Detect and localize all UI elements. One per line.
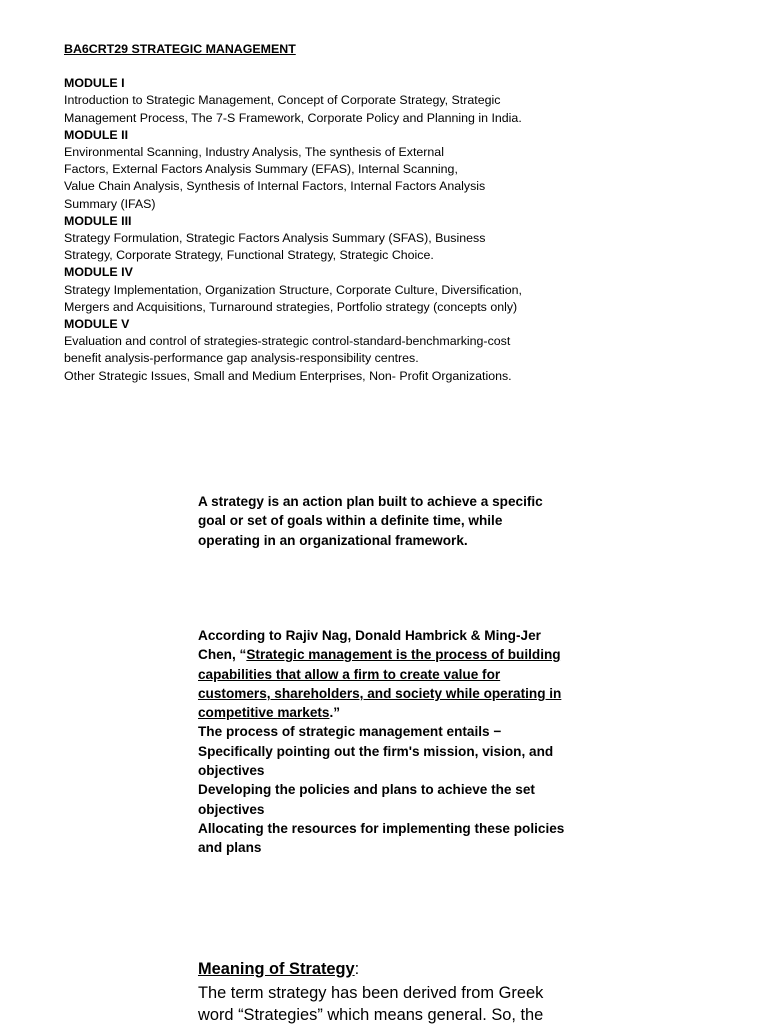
module-text-line: Value Chain Analysis, Synthesis of Internal Factors, Internal Factors Analysis bbox=[64, 179, 486, 194]
section-body bbox=[198, 982, 578, 1024]
quote-intro-line: According to Rajiv Nag, Donald Hambrick & Ming-Jer bbox=[198, 628, 541, 643]
module-block bbox=[64, 213, 624, 265]
process-line: Developing the policies and plans to achieve the set bbox=[198, 782, 535, 798]
process-line: Specifically pointing out the firm's mission, vision, and bbox=[198, 743, 554, 759]
module-text-line: Mergers and Acquisitions, Turnaround strategies, Portfolio strategy (concepts only) bbox=[64, 299, 518, 314]
module-text-line: Other Strategic Issues, Small and Medium Enterprises, Non- Profit Organizations. bbox=[64, 368, 512, 383]
module-heading: MODULE IV bbox=[64, 265, 133, 280]
definition-line: A strategy is an action plan built to achieve a specific bbox=[198, 494, 543, 509]
quote-line bbox=[198, 645, 578, 664]
module-text-line: Summary (IFAS) bbox=[64, 196, 156, 211]
section-heading-text: Meaning of Strategy bbox=[198, 960, 355, 978]
module-text-line: Introduction to Strategic Management, Concept of Corporate Strategy, Strategic bbox=[64, 93, 501, 108]
quoted-text: competitive markets bbox=[198, 705, 330, 721]
strategy-definition bbox=[198, 492, 578, 550]
quote-prefix: Chen, “ bbox=[198, 647, 247, 663]
process-line: objectives bbox=[198, 763, 265, 779]
quoted-text: Strategic management is the process of building bbox=[246, 647, 561, 663]
quoted-text: capabilities that allow a firm to create value for bbox=[198, 666, 501, 682]
module-block bbox=[64, 75, 624, 127]
module-text-line: Management Process, The 7-S Framework, Corporate Policy and Planning in India. bbox=[64, 110, 522, 125]
module-block bbox=[64, 264, 624, 316]
meaning-of-strategy-section bbox=[198, 958, 578, 1024]
module-text-line: benefit analysis-performance gap analysis-responsibility centres. bbox=[64, 351, 419, 366]
module-text-line: Factors, External Factors Analysis Summary (EFAS), Internal Scanning, bbox=[64, 162, 458, 177]
module-text-line: Evaluation and control of strategies-strategic control-standard-benchmarking-cost bbox=[64, 334, 511, 349]
quote-line bbox=[198, 665, 578, 684]
body-line: word “Strategies” which means general. So, the bbox=[198, 1006, 544, 1024]
module-text-line: Strategy, Corporate Strategy, Functional Strategy, Strategic Choice. bbox=[64, 248, 434, 263]
module-heading: MODULE I bbox=[64, 76, 125, 91]
quoted-text: customers, shareholders, and society while operating in bbox=[198, 685, 562, 701]
syllabus-section bbox=[64, 41, 624, 385]
module-heading: MODULE III bbox=[64, 213, 132, 228]
process-line: The process of strategic management entails − bbox=[198, 724, 502, 740]
body-line: The term strategy has been derived from Greek bbox=[198, 984, 544, 1002]
module-heading: MODULE II bbox=[64, 127, 129, 142]
module-text-line: Environmental Scanning, Industry Analysis, The synthesis of External bbox=[64, 145, 444, 160]
section-heading-colon: : bbox=[354, 960, 360, 978]
quote-closing: .” bbox=[329, 705, 341, 721]
module-text-line: Strategy Implementation, Organization Structure, Corporate Culture, Diversification, bbox=[64, 282, 522, 297]
quote-line bbox=[198, 703, 578, 722]
process-line: Allocating the resources for implementing these policies bbox=[198, 820, 565, 836]
module-block bbox=[64, 127, 624, 213]
definition-line: goal or set of goals within a definite time, while bbox=[198, 513, 503, 529]
section-heading bbox=[198, 958, 578, 980]
process-line: objectives bbox=[198, 801, 265, 817]
definition-line: operating in an organizational framework. bbox=[198, 532, 468, 548]
module-heading: MODULE V bbox=[64, 317, 130, 332]
process-line: and plans bbox=[198, 840, 262, 856]
module-block bbox=[64, 316, 624, 385]
quote-line bbox=[198, 684, 578, 703]
syllabus-title: BA6CRT29 STRATEGIC MANAGEMENT bbox=[64, 42, 296, 56]
module-text-line: Strategy Formulation, Strategic Factors Analysis Summary (SFAS), Business bbox=[64, 231, 486, 246]
strategic-management-quote bbox=[198, 626, 578, 858]
